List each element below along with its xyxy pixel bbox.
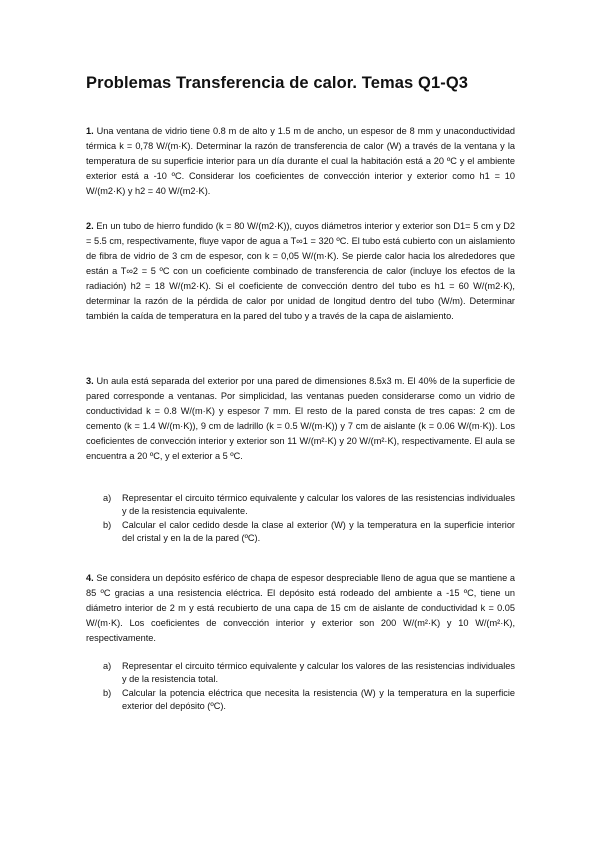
item-label: b) xyxy=(103,688,112,698)
problem-number: 2. xyxy=(86,221,94,231)
problem-3-subquestions xyxy=(103,492,515,546)
item-text: Calcular el calor cedido desde la clase al exterior (W) y la temperatura en la superficie interior del cristal y en la de la pared (ºC). xyxy=(122,520,515,543)
item-label: b) xyxy=(103,520,112,530)
list-item xyxy=(103,492,515,518)
problem-4 xyxy=(86,571,515,646)
problem-text: Se considera un depósito esférico de chapa de espesor despreciable lleno de agua que se mantiene a 85 ºC gracias a una resistencia eléctrica. El depósito está rodeado del ambiente a -15 ºC, tiene un diámetro interior de 2 m y está recubierto de una capa de 15 cm de aislante de conductividad k = 0.05 W/(m·K). Los coeficientes de convección interior y exterior son 200 W/(m²·K) y 10 W/(m²·K), respectivamente. xyxy=(86,573,515,643)
list-item xyxy=(103,687,515,713)
problem-number: 3. xyxy=(86,376,94,386)
list-item xyxy=(103,660,515,686)
problem-text: Un aula está separada del exterior por una pared de dimensiones 8.5x3 m. El 40% de la superficie de pared corresponde a ventanas. Por simplicidad, las ventanas pueden considerarse como un vidrio de conductividad k = 0.8 W/(m·K) y espesor 7 mm. El resto de la pared consta de tres capas: 2 cm de cemento (k = 1.4 W/(m·K)), 9 cm de ladrillo (k = 0.5 W/(m·K)) y 7 cm de aislante (k = 0.06 W/(m·K)). Los coeficientes de convección interior y exterior son 11 W/(m²·K) y 20 W/(m²·K), respectivamente. El aula se encuentra a 20 ºC, y el exterior a 5 ºC. xyxy=(86,376,515,461)
problem-3 xyxy=(86,374,515,464)
problem-1 xyxy=(86,124,515,199)
problem-text: Una ventana de vidrio tiene 0.8 m de alto y 1.5 m de ancho, un espesor de 8 mm y unaconductividad térmica k = 0,78 W/(m·K). Determinar la razón de transferencia de calor (W) a través de la ventana y la temperatura de su superficie interior para un día durante el cual la habitación está a 20 ºC y el ambiente exterior está a -10 ºC. Considerar los coeficientes de convección interior y exterior como h1 = 10 W/(m2·K) y h2 = 40 W/(m2·K). xyxy=(86,126,516,196)
problem-4-subquestions xyxy=(103,660,515,714)
problem-number: 4. xyxy=(86,573,94,583)
problem-2 xyxy=(86,219,515,324)
item-label: a) xyxy=(103,661,112,671)
problem-text: En un tubo de hierro fundido (k = 80 W/(m2·K)), cuyos diámetros interior y exterior son D1= 5 cm y D2 = 5.5 cm, respectivamente, fluye vapor de agua a T∞1 = 320 ºC. El tubo está cubierto con un aislamiento de fibra de vidrio de 3 cm de espesor, con k = 0,05 W/(m·K). Se pierde calor hacia los alrededores que están a T∞2 = 5 ºC con un coeficiente combinado de transferencia de calor (incluye los efectos de la radiación) h2 = 18 W/(m2·K). Si el coeficiente de convección dentro del tubo es h1 = 60 W/(m2·K), determinar la razón de la pérdida de calor por unidad de longitud dentro del tubo (W/m). Determinar también la caída de temperatura en la pared del tubo y a través de la capa de aislamiento. xyxy=(86,221,515,321)
item-text: Representar el circuito térmico equivalente y calcular los valores de las resistencias individuales y de la resistencia equivalente. xyxy=(122,493,515,516)
item-label: a) xyxy=(103,493,112,503)
page-title: Problemas Transferencia de calor. Temas Q1-Q3 xyxy=(86,74,469,92)
list-item xyxy=(103,519,515,545)
problem-number: 1. xyxy=(86,126,94,136)
item-text: Representar el circuito térmico equivalente y calcular los valores de las resistencias individuales y de la resistencia total. xyxy=(122,661,515,684)
item-text: Calcular la potencia eléctrica que necesita la resistencia (W) y la temperatura en la superficie exterior del depósito (ºC). xyxy=(122,688,515,711)
